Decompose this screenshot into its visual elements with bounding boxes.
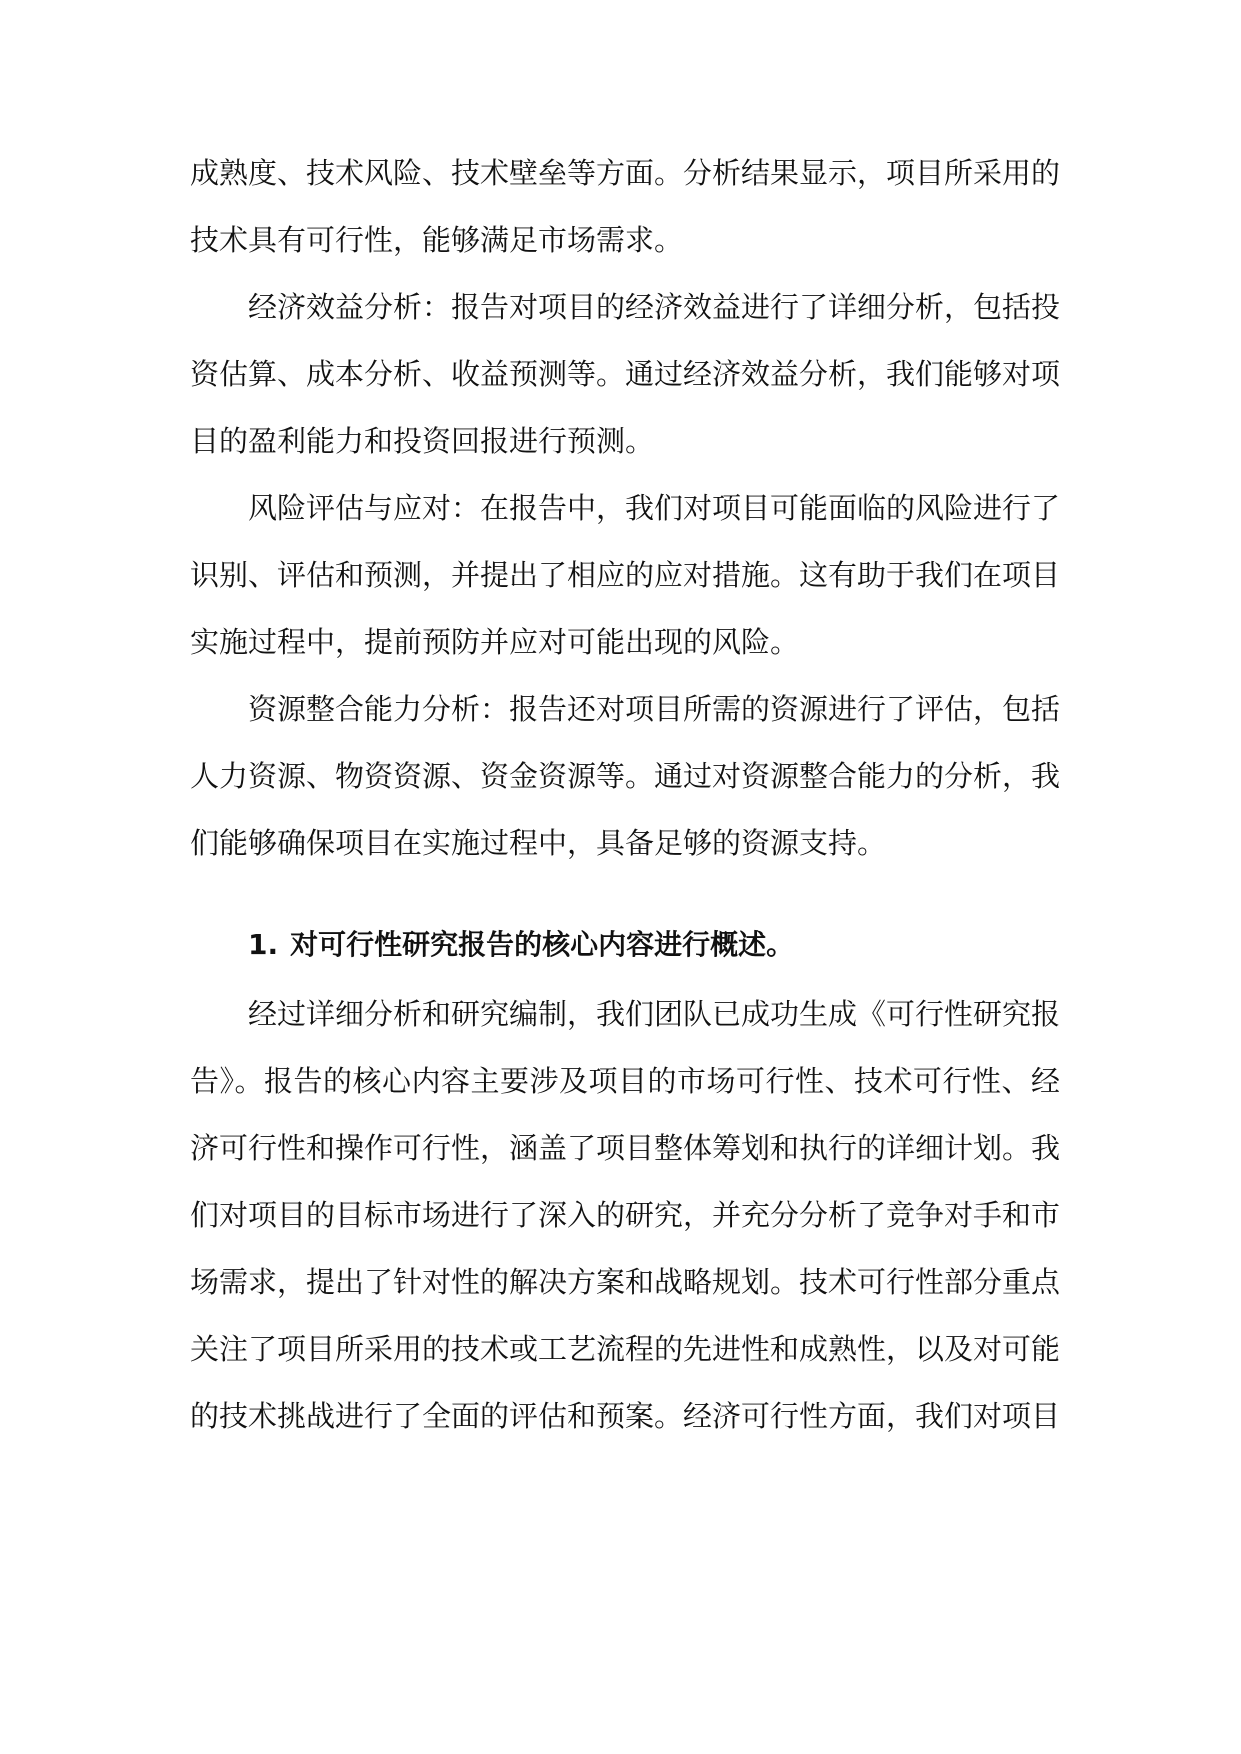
- section-heading-text: 对可行性研究报告的核心内容进行概述。: [290, 928, 795, 961]
- paragraph-report-summary: 经过详细分析和研究编制，我们团队已成功生成《可行性研究报告》。报告的核心内容主要涉及项目的市场可行性、技术可行性、经济可行性和操作可行性，涵盖了项目整体筹划和执行的详细计划。我们对项目的目标市场进行了深入的研究，并充分分析了竞争对手和市场需求，提出了针对性的解决方案和战略规划。技术可行性部分重点关注了项目所采用的技术或工艺流程的先进性和成熟性，以及对可能的技术挑战进行了全面的评估和预案。经济可行性方面，我们对项目: [190, 997, 1061, 1433]
- paragraph-economic-benefit: 经济效益分析：报告对项目的经济效益进行了详细分析，包括投资估算、成本分析、收益预测等。通过经济效益分析，我们能够对项目的盈利能力和投资回报进行预测。: [190, 290, 1061, 458]
- paragraph-continuation: 成熟度、技术风险、技术壁垒等方面。分析结果显示，项目所采用的技术具有可行性，能够满足市场需求。: [190, 156, 1061, 257]
- paragraph-resource-integration: 资源整合能力分析：报告还对项目所需的资源进行了评估，包括人力资源、物资资源、资金资源等。通过对资源整合能力的分析，我们能够确保项目在实施过程中，具备足够的资源支持。: [190, 692, 1061, 860]
- section-heading-number: 1.: [248, 928, 279, 961]
- paragraph-risk-assessment: 风险评估与应对：在报告中，我们对项目可能面临的风险进行了识别、评估和预测，并提出了相应的应对措施。这有助于我们在项目实施过程中，提前预防并应对可能出现的风险。: [190, 491, 1061, 659]
- section-heading: [190, 909, 1060, 981]
- document-body: [190, 140, 1060, 1450]
